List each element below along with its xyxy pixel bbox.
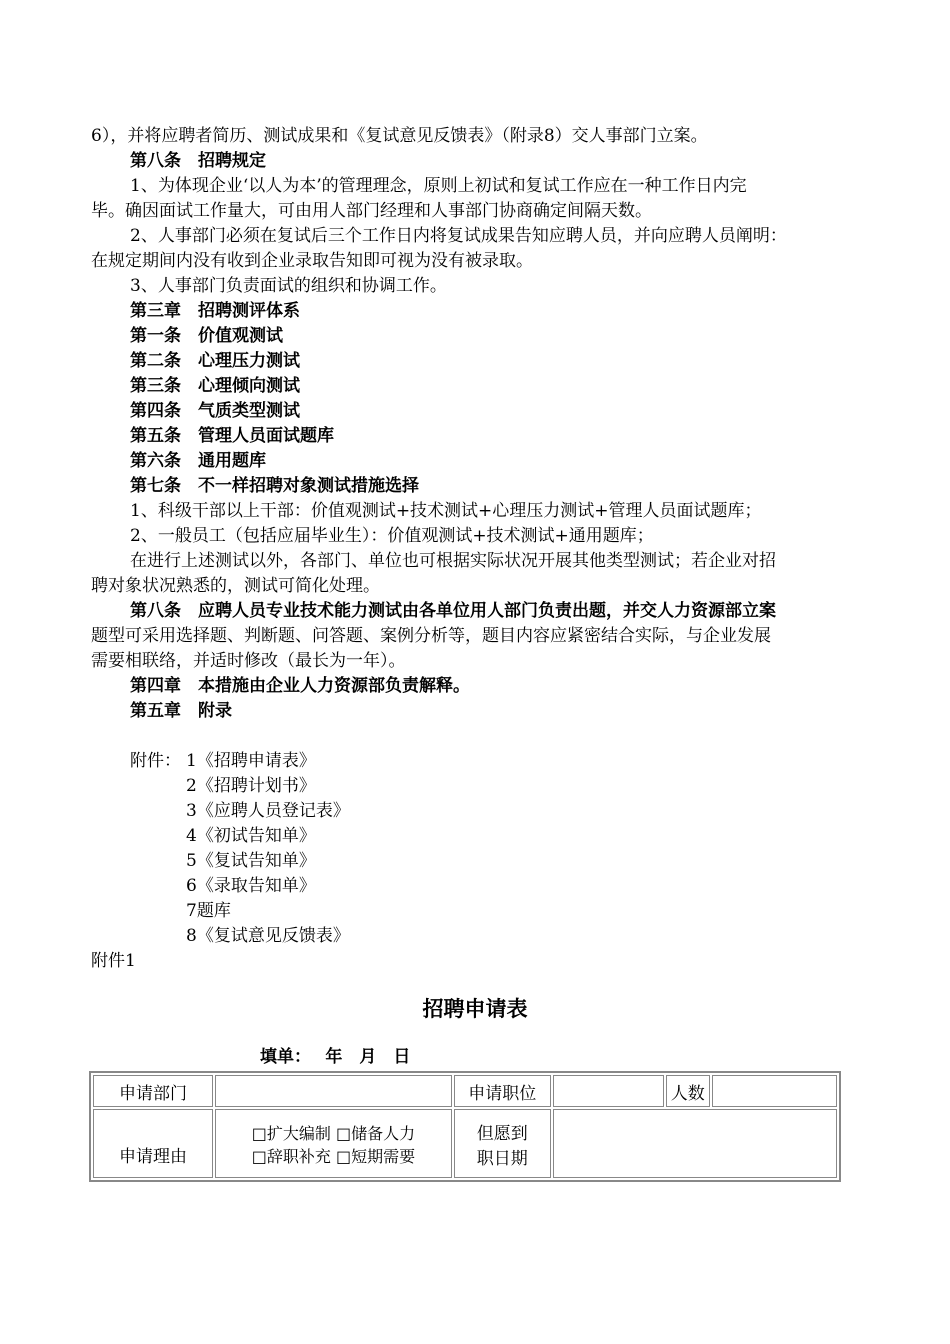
attachment-item: 8《复试意见反馈表》: [186, 926, 350, 946]
article-heading: 第七条 不一样招聘对象测试措施选择: [130, 476, 419, 496]
paragraph-line: 题型可采用选择题、判断题、问答题、案例分析等，题目内容应紧密结合实际，与企业发展: [91, 626, 771, 646]
reason-label-text: 申请理由: [118, 1147, 187, 1167]
paragraph-line: 聘对象状况熟悉的，测试可简化处理。: [91, 576, 380, 596]
date-field[interactable]: [553, 1109, 837, 1178]
position-field[interactable]: [553, 1075, 664, 1107]
reason-options-row[interactable]: □辞职补充 □短期需要: [251, 1146, 416, 1166]
attachment-item: 6《录取告知单》: [186, 876, 316, 896]
attachment-item: 2《招聘计划书》: [186, 776, 316, 796]
date-label-line: 但愿到: [476, 1123, 528, 1144]
chapter-heading: 第五章 附录: [130, 701, 232, 721]
paragraph-line: 1、科级干部以上干部：价值观测试+技术测试+心理压力测试+管理人员面试题库；: [130, 501, 762, 521]
dept-field[interactable]: [215, 1075, 452, 1107]
article-heading: 第六条 通用题库: [130, 451, 266, 471]
paragraph-line: 需要相联络，并适时修改（最长为一年）。: [91, 651, 406, 671]
attachment-item: 1《招聘申请表》: [186, 751, 316, 771]
recruitment-application-table: [89, 1071, 841, 1182]
position-label: 申请职位: [454, 1075, 551, 1107]
paragraph-line: 毕。确因面试工作量大，可由用人部门经理和人事部门协商确定间隔天数。: [91, 201, 652, 221]
reason-options: [215, 1109, 452, 1178]
date-label: [454, 1109, 551, 1178]
article-heading: 第八条 招聘规定: [130, 151, 266, 171]
chapter-heading: 第四章 本措施由企业人力资源部负责解释。: [130, 676, 470, 696]
attachment-item: 3《应聘人员登记表》: [186, 801, 350, 821]
attachment-item: 4《初试告知单》: [186, 826, 316, 846]
dept-label: 申请部门: [93, 1075, 213, 1107]
paragraph-line: 在进行上述测试以外，各部门、单位也可根据实际状况开展其他类型测试；若企业对招: [130, 551, 776, 571]
article-heading: 第一条 价值观测试: [130, 326, 283, 346]
attachment-item: 7题库: [186, 901, 231, 921]
appendix-label: 附件1: [91, 951, 136, 971]
paragraph-line: 1、为体现企业‘以人为本’的管理理念，原则上初试和复试工作应在一种工作日内完: [130, 176, 747, 196]
article-heading: 第八条 应聘人员专业技术能力测试由各单位用人部门负责出题，并交人力资源部立案: [130, 601, 776, 621]
fill-date-label: 填单： 年 月 日: [260, 1047, 411, 1067]
article-heading: 第四条 气质类型测试: [130, 401, 300, 421]
date-label-line: 职日期: [476, 1148, 528, 1169]
reason-options-row[interactable]: □扩大编制 □储备人力: [251, 1123, 416, 1143]
paragraph-line: 3、人事部门负责面试的组织和协调工作。: [130, 276, 447, 296]
count-field[interactable]: [712, 1075, 837, 1107]
form-title: 招聘申请表: [422, 997, 528, 1021]
article-heading: 第二条 心理压力测试: [130, 351, 300, 371]
reason-label: [93, 1109, 213, 1178]
count-label: 人数: [666, 1075, 710, 1107]
article-heading: 第三条 心理倾向测试: [130, 376, 300, 396]
chapter-heading: 第三章 招聘测评体系: [130, 301, 300, 321]
paragraph-line: 在规定期间内没有收到企业录取告知即可视为没有被录取。: [91, 251, 533, 271]
paragraph-line: 2、人事部门必须在复试后三个工作日内将复试成果告知应聘人员，并向应聘人员阐明：: [130, 226, 787, 246]
attachments-label: 附件：: [130, 751, 181, 771]
attachment-item: 5《复试告知单》: [186, 851, 316, 871]
paragraph-line: 6），并将应聘者简历、测试成果和《复试意见反馈表》（附录8）交人事部门立案。: [91, 126, 708, 146]
paragraph-line: 2、一般员工（包括应届毕业生）：价值观测试+技术测试+通用题库；: [130, 526, 654, 546]
article-heading: 第五条 管理人员面试题库: [130, 426, 334, 446]
